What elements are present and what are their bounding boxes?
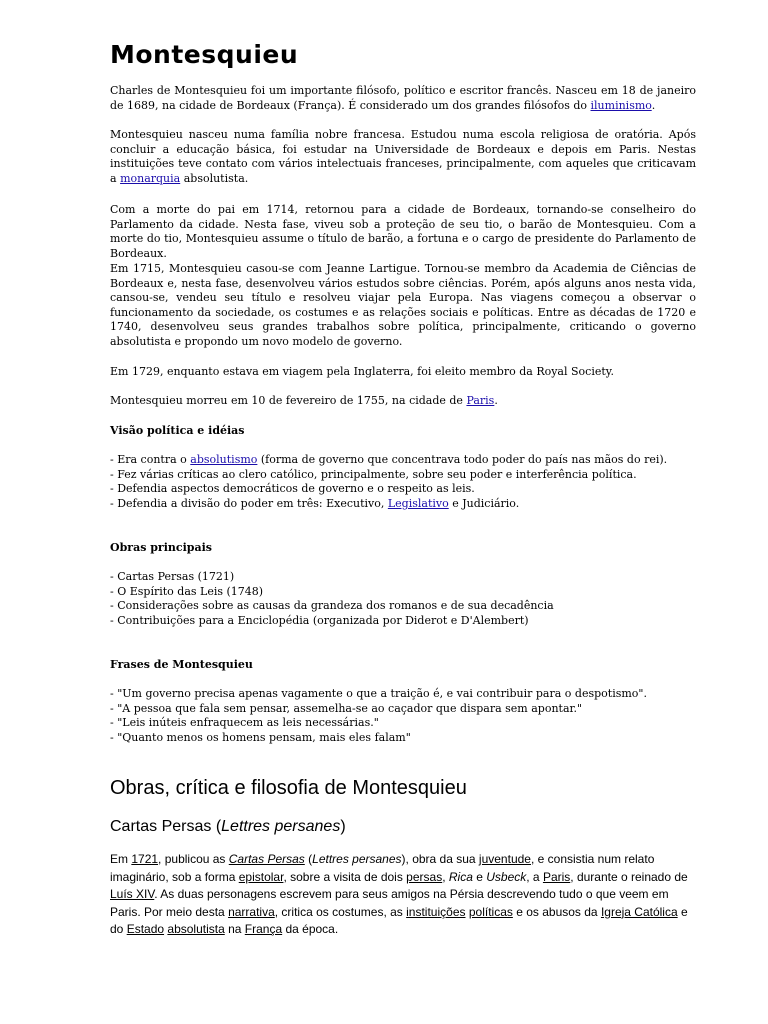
list-item: - Contribuições para a Enciclopédia (organizada por Diderot e D'Alembert) — [110, 613, 529, 627]
text: (forma de governo que concentrava todo poder do país nas mãos do rei). — [257, 453, 668, 466]
text: , durante o reinado de — [570, 869, 688, 884]
text: . As duas personagens escrevem para seus amigos na Pérsia descrevendo tudo o que veem em Paris. Por meio desta — [110, 887, 669, 919]
link-instituicoes[interactable]: instituições — [406, 904, 466, 919]
list-item: - "Quanto menos os homens pensam, mais eles falam" — [110, 730, 411, 744]
list-item: - "Um governo precisa apenas vagamente o que a traição é, e vai contribuir para o despotismo". — [110, 687, 647, 700]
link-franca[interactable]: França — [244, 922, 283, 936]
text: Rica — [448, 869, 473, 884]
link-absolutista[interactable]: absolutista — [167, 922, 225, 936]
paragraph-royal-society: Em 1729, enquanto estava em viagem pela Inglaterra, foi eleito membro da Royal Society. — [110, 365, 615, 378]
link-iluminismo[interactable]: iluminismo — [590, 98, 652, 112]
text: Usbeck — [486, 869, 527, 884]
heading-visao: Visão política e idéias — [110, 424, 245, 437]
paragraph-intro — [110, 84, 696, 113]
link-legislativo[interactable]: Legislativo — [387, 496, 449, 510]
paragraph-marriage: Em 1715, Montesquieu casou-se com Jeanne Lartigue. Tornou-se membro da Academia de Ciências de Bordeaux e, nesta fase, desenvolveu vários estudos sobre ciências. Porém, após alguns anos nesta vida, cansou-se, vendeu seu título e resolveu viajar pela Europa. Nas viagens começou a observar o funcionamento da sociedade, os costumes e as relações sociais e políticas. Entre as décadas de 1720 e 1740, desenvolveu seus grandes trabalhos sobre política, principalmente, criticando o governo absolutista e propondo um novo modelo de governo. — [110, 262, 696, 348]
list-item — [110, 497, 696, 512]
text: e do — [110, 904, 688, 936]
text: da época. — [282, 922, 339, 936]
list-item: - "A pessoa que fala sem pensar, assemelha-se ao caçador que dispara sem apontar." — [110, 701, 583, 715]
text: Lettres persanes — [312, 852, 402, 866]
text: e — [472, 869, 487, 884]
page-title: Montesquieu — [110, 40, 299, 69]
text: . — [651, 98, 656, 112]
text: , a — [526, 869, 543, 884]
link-estado[interactable]: Estado — [126, 922, 165, 936]
list-item: - O Espírito das Leis (1748) — [110, 584, 264, 598]
link-monarquia[interactable]: monarquia — [120, 171, 181, 185]
list-frases — [110, 687, 696, 745]
link-1721[interactable]: 1721 — [131, 852, 159, 866]
link-paris-2[interactable]: Paris — [542, 869, 571, 884]
section-heading-obras-critica: Obras, crítica e filosofia de Montesquieu — [110, 777, 467, 799]
text: Cartas Persas ( — [110, 818, 222, 835]
text: . — [494, 394, 498, 407]
paragraph-death — [110, 394, 696, 409]
link-absolutismo[interactable]: absolutismo — [190, 453, 258, 466]
text: , critica os costumes, as — [274, 904, 407, 919]
text: ( — [304, 852, 313, 866]
text: Lettres persanes — [221, 818, 341, 835]
text: , publicou as — [158, 852, 229, 866]
text: absolutista. — [180, 171, 249, 185]
link-luis-xiv[interactable]: Luís XIV — [110, 887, 155, 901]
paragraph-family — [110, 128, 696, 186]
list-item: - Defendia aspectos democráticos de governo e o respeito as leis. — [110, 482, 475, 496]
paragraph-bordeaux: Com a morte do pai em 1714, retornou para a cidade de Bordeaux, tornando-se conselheiro do Parlamento da cidade. Nesta fase, viveu sob a proteção de seu tio, o barão de Montesquieu. Com a morte do tio, Montesquieu assume o título de barão, a fortuna e o cargo de presidente do Parlamento de Bordeaux. — [110, 203, 696, 260]
subsection-heading-cartas-persas — [110, 818, 346, 836]
link-epistolar[interactable]: epistolar — [238, 869, 284, 884]
text: ) — [340, 818, 346, 835]
list-obras — [110, 570, 696, 628]
list-visao — [110, 453, 696, 511]
list-item: - Considerações sobre as causas da grandeza dos romanos e de sua decadência — [110, 599, 554, 613]
text: - Era contra o — [110, 453, 191, 466]
text: na — [224, 922, 245, 936]
heading-obras: Obras principais — [110, 541, 212, 554]
text: Charles de Montesquieu foi um importante filósofo, político e escritor francês. Nasceu em 18 de janeiro de 1689, na cidade de Bordeaux (França). É considerado um dos grandes filósofos do — [110, 84, 696, 112]
text: Montesquieu morreu em 10 de fevereiro de 1755, na cidade de — [110, 394, 467, 407]
link-juventude[interactable]: juventude — [478, 852, 531, 866]
text: e os abusos da — [512, 904, 601, 919]
text: , sobre a visita de dois — [283, 869, 407, 884]
heading-frases: Frases de Montesquieu — [110, 658, 253, 671]
text: , e consistia num relato imaginário, sob a forma — [110, 852, 655, 884]
paragraph-cartas-persas — [110, 851, 696, 939]
link-igreja-catolica[interactable]: Igreja Católica — [600, 904, 678, 919]
list-item: - Fez várias críticas ao clero católico, principalmente, sobre seu poder e interferência política. — [110, 467, 637, 481]
text: Montesquieu nasceu numa família nobre francesa. Estudou numa escola religiosa de oratória. Após concluir a educação básica, foi estudar na Universidade de Bordeaux e depois em Paris. Nestas instituições teve contato com vários intelectuais franceses, principalmente, com aqueles que criticavam a — [110, 128, 696, 185]
list-item: - "Leis inúteis enfraquecem as leis necessárias." — [110, 716, 379, 730]
text: , — [442, 869, 449, 884]
link-persas[interactable]: persas — [406, 869, 443, 884]
link-paris[interactable]: Paris — [466, 394, 495, 407]
text: Em — [110, 852, 132, 866]
link-cartas-persas[interactable]: Cartas Persas — [228, 852, 305, 866]
link-politicas[interactable]: políticas — [468, 904, 513, 919]
list-item — [110, 453, 696, 468]
list-item: - Cartas Persas (1721) — [110, 570, 235, 583]
text: e Judiciário. — [448, 496, 520, 510]
text: - Defendia a divisão do poder em três: Executivo, — [110, 496, 388, 510]
text: ), obra da sua — [401, 852, 479, 866]
link-narrativa[interactable]: narrativa — [228, 904, 275, 919]
